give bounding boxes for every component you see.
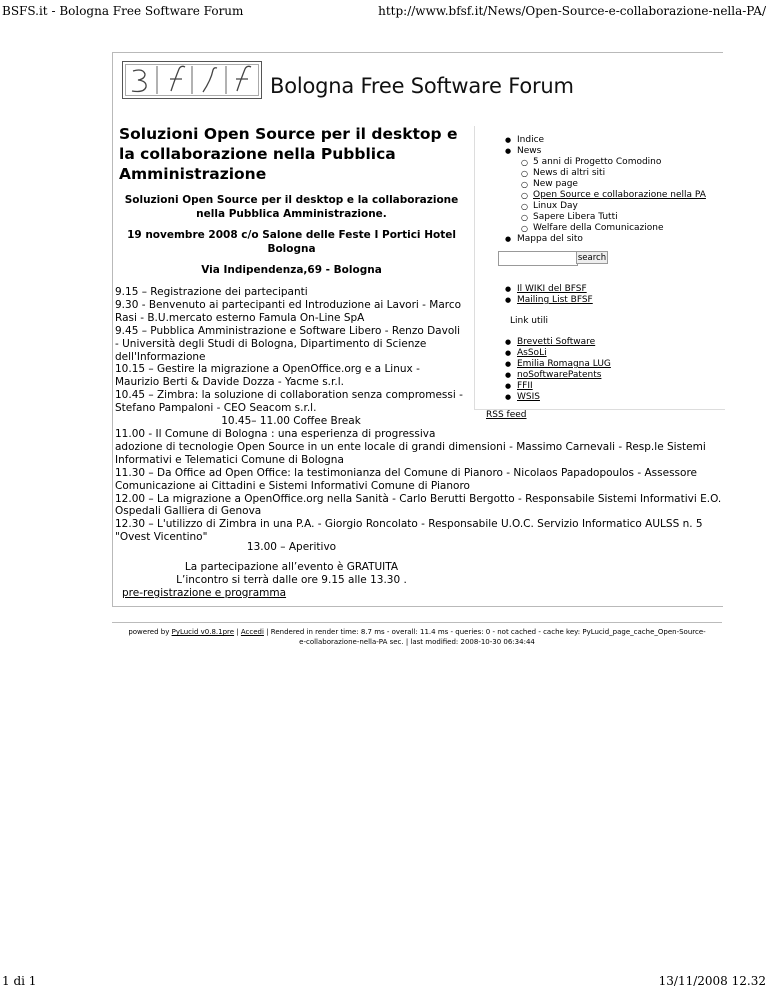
footer-separator: | [236,628,239,636]
free-event-note: La partecipazione all’evento è GRATUITA [184,561,399,573]
coffee-break: 10.45– 11.00 Coffee Break [221,415,361,428]
link-wiki[interactable]: Il WIKI del BFSF [517,284,587,294]
program-item: 12.00 – La migrazione a OpenOffice.org nella Sanità - Carlo Berutti Bergotto - Responsabile Sistemi Informativi E.O. Ospedali Galliera di Genova [115,492,722,518]
sidebar [474,126,725,420]
nav-subitem[interactable]: ○ Welfare della Comunicazione [475,223,725,234]
link-utili-label: Link utili [510,316,549,326]
aperitivo: 13.00 – Aperitivo [246,541,337,553]
nav-item-news[interactable]: ● News [475,146,725,157]
print-header-url: http://www.bfsf.it/News/Open-Source-e-collaborazione-nella-PA/ [378,4,766,18]
nav-subitem[interactable]: ○ Sapere Libera Tutti [475,212,725,223]
program-item: 11.30 – Da Office ad Open Office: la testimonianza del Comune di Pianoro - Nicolaos Papadopoulos - Assessore Comunicazione ai Cittadini e Sistemi Informativi Comune di Pianoro [115,466,697,492]
link-assoli[interactable]: AsSoLi [517,348,547,358]
nav-subitem[interactable]: ○ Linux Day [475,201,725,212]
nav-subitem[interactable]: ○ News di altri siti [475,168,725,179]
link-brevetti[interactable]: Brevetti Software [517,337,596,347]
program-item: 9.30 - Benvenuto ai partecipanti ed Introduzione ai Lavori - Marco Rasi - B.U.mercato esterno Famula On-Line SpA [115,298,462,324]
footer-powered-by: powered by [128,628,170,636]
event-venue: 19 novembre 2008 c/o Salone delle Feste I Portici Hotel Bologna [127,229,456,255]
event-hours: L’incontro si terrà dalle ore 9.15 alle 13.30 . [176,574,407,586]
nav-subitem-current[interactable]: Open Source e collaborazione nella PA [533,190,706,200]
bfsf-logo-icon [123,62,261,98]
login-link[interactable]: Accedi [240,628,264,636]
sidebar-links-utili [475,337,725,403]
link-er-lug[interactable]: Emilia Romagna LUG [517,359,611,369]
program-item: 10.45 – Zimbra: la soluzione di collaboration senza compromessi - Stefano Pampaloni - CEO Seacom s.r.l. [115,389,463,415]
nav-subitem[interactable]: ○ 5 anni di Progetto Comodino [475,157,725,168]
nav-item-indice[interactable]: ● Indice [475,135,725,146]
program-item: 10.15 – Gestire la migrazione a OpenOffice.org e a Linux - Maurizio Berti & Davide Dozza - Yacme s.r.l. [115,363,420,389]
rss-feed-link[interactable]: RSS feed [486,410,527,420]
nav-item-mappa[interactable]: ● Mappa del sito [475,234,725,245]
preregistration-link[interactable]: pre-registrazione e programma [122,587,287,599]
event-address: Via Indipendenza,69 - Bologna [201,264,382,276]
site-logo[interactable] [122,61,262,99]
print-footer-date: 13/11/2008 12.32 [658,974,766,988]
print-footer-page: 1 di 1 [2,974,37,988]
link-mailing-list[interactable]: Mailing List BFSF [517,295,593,305]
link-nosoftwarepatents[interactable]: noSoftwarePatents [517,370,602,380]
program-item: 9.15 – Registrazione dei partecipanti [115,286,308,298]
program-item: adozione di tecnologie Open Source in un ente locale di grandi dimensioni - Massimo Carnevali - Resp.le Sistemi Informativi e Telematici Comune di Bologna [115,440,706,466]
program-item: 9.45 – Pubblica Amministrazione e Software Libero - Renzo Davoli - Università degli Studi di Bologna, Dipartimento di Scienze dell'Informazione [115,324,461,363]
search-button[interactable]: search [577,253,607,263]
program-item: 11.00 - Il Comune di Bologna : una esperienza di progressiva [115,427,436,440]
footer-last-modified: e-collaborazione-nella-PA sec. | last modified: 2008-10-30 06:34:44 [299,638,535,646]
pylucid-link[interactable]: PyLucid v0.8.1pre [171,628,235,636]
search-input[interactable] [498,251,578,266]
page-title: Soluzioni Open Source per il desktop e la collaborazione nella Pubblica Amministrazione [119,125,458,183]
link-wsis[interactable]: WSIS [517,392,540,402]
sidebar-nav [475,135,725,245]
sidebar-links-bfsf [475,284,725,306]
article-subtitle: Soluzioni Open Source per il desktop e la collaborazione nella Pubblica Amministrazione. [124,194,459,220]
program-item: 12.30 – L'utilizzo di Zimbra in una P.A. - Giorgio Roncolato - Responsabile U.O.C. Servizio Informatico AULSS n. 5 "Ovest Vicentino" [115,518,703,544]
nav-subitem[interactable]: ○ New page [475,179,725,190]
footer-render-info: | Rendered in render time: 8.7 ms - overall: 11.4 ms - queries: 0 - not cached - cache key: PyLucid_page_cache_Open-Source- [266,628,706,636]
print-header-title: BSFS.it - Bologna Free Software Forum [2,4,244,18]
link-ffii[interactable]: FFII [517,381,533,391]
page-footer [112,622,722,649]
site-title[interactable]: Bologna Free Software Forum [270,74,574,98]
